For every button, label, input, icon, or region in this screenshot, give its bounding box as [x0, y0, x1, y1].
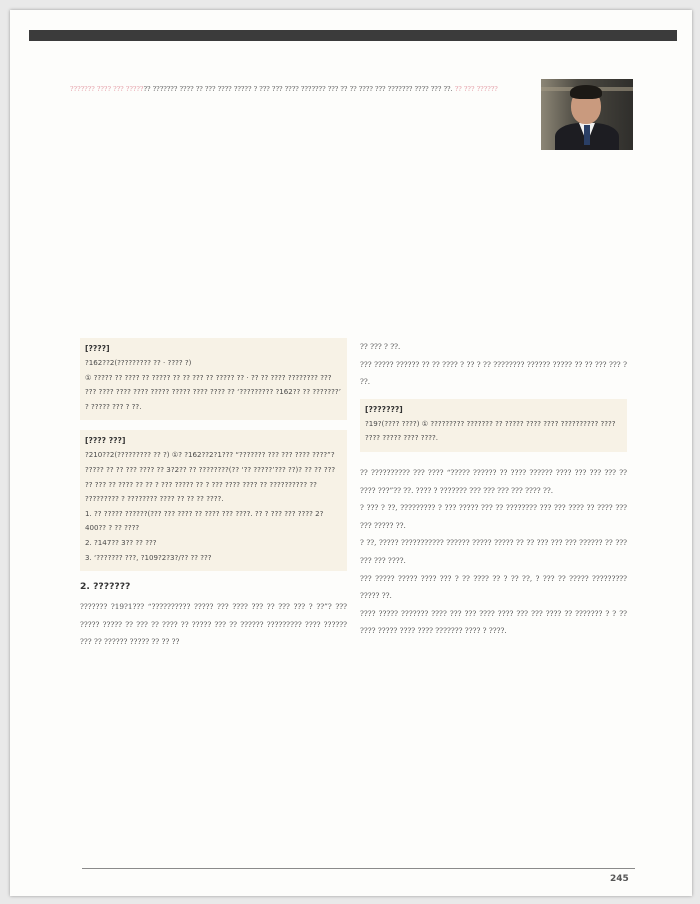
paragraph: ??? ????? ?????? ?? ?? ???? ? ?? ? ?? ???????? ?????? ????? ?? ?? ??? ??? ? ??. [360, 359, 627, 387]
footer-rule [82, 868, 635, 869]
author-email: ?? ??? ?????? [454, 85, 498, 93]
author-intro [70, 83, 545, 96]
author-name: ??????? ???? ??? ????? [70, 85, 144, 93]
paragraph: ?? ?????????? ??? ???? “????? ?????? ?? ???? ?????? ???? ??? ??? ??? ?? ???? ???”?? ??. ???? ? ??????? ??? ??? ??? ??? ???? ??. [360, 467, 627, 495]
paragraph: ?? ??? ? ??. [360, 342, 401, 351]
right-body-top [360, 338, 627, 391]
left-column [80, 338, 347, 651]
paragraph: ? ??, ????? ??????????? ?????? ????? ????? ?? ?? ??? ??? ??? ?????? ?? ??? ??? ??? ????. [360, 538, 627, 565]
box-article: ?162??2(????????? ?? · ???? ?) [85, 358, 192, 367]
box-item-1: 1. ?? ????? ??????(??? ??? ???? ?? ???? ??? ????. ?? ? ??? ??? ???? 2?400?? ? ?? ???? [85, 508, 324, 533]
box-heading: [????] [85, 344, 110, 353]
author-description: ?? ??????? ???? ?? ??? ???? ????? ? ??? ??? ???? ??????? ??? ?? ?? ???? ??? ??????? ???? ??? ??. [143, 85, 453, 93]
top-bar [29, 30, 677, 41]
author-portrait [541, 79, 633, 150]
box-article: ?210??2(????????? ?? ?) ①? ?162??2?1??? “??????? ??? ??? ???? ????”? ????? ?? ?? ??? ???? ?? 3?2?? ?? ????????(?? ‘?? ?????’??? ??)? ?? ?? ??? ?? ??? ?? ???? ?? ?? ? ??? ????? ?? ? ??? ???? ???? ?? ?????????? ?? ????????? ? ???????? ???? ?? ?? ?? ????. [85, 450, 336, 504]
box-item-2: 2. ?147?? 3?? ?? ??? [85, 537, 157, 547]
paragraph: ? ??? ? ??, ????????? ? ??? ????? ??? ?? ???????? ??? ??? ???? ?? ???? ??? ??? ????? ??. [360, 503, 627, 530]
box-item-3: 3. ‘??????? ???, ?109?2?3?/?? ?? ??? [85, 552, 212, 562]
law-box-credit-finance [360, 399, 627, 452]
law-box-enforcement-decree [80, 430, 347, 571]
paragraph: ??? ????? ????? ???? ??? ? ?? ???? ?? ? ?? ??, ? ??? ?? ????? ????????? ????? ??. [360, 573, 627, 601]
left-body [80, 598, 347, 651]
paragraph: ??????? ?19?1??? “?????????? ????? ??? ???? ??? ?? ??? ??? ? ??”? ??? ????? ????? ?? ??? ?? ???? ?? ????? ??? ?? ?????? ????????? ???? ?????? ??? ?? ?????? ????? ?? ?? ?? [80, 602, 347, 647]
page-number: 245 [610, 874, 629, 884]
right-column [360, 338, 627, 640]
magazine-page [10, 10, 692, 896]
box-clause: ① ????? ?? ???? ?? ????? ?? ?? ??? ?? ????? ?? · ?? ?? ???? ???????? ??? ??? ???? ???? ???? ????? ????? ???? ???? ?? ‘????????? ?162?? ?? ???????’ ? ????? ??? ? ??. [85, 372, 341, 411]
section-title: 2. ??????? [80, 581, 131, 593]
box-heading: [???????] [365, 404, 403, 414]
law-box-income-tax [80, 338, 347, 420]
box-heading: [???? ???] [85, 436, 126, 446]
box-article: ?19?(???? ????) ① ????????? ??????? ?? ????? ???? ???? ?????????? ???? ???? ????? ???? ????. [365, 418, 616, 443]
right-body [360, 464, 627, 640]
paragraph: ???? ????? ??????? ???? ??? ??? ???? ???? ??? ??? ???? ?? ??????? ? ? ?? ???? ????? ???? ???? ??????? ???? ? ????. [360, 608, 627, 636]
